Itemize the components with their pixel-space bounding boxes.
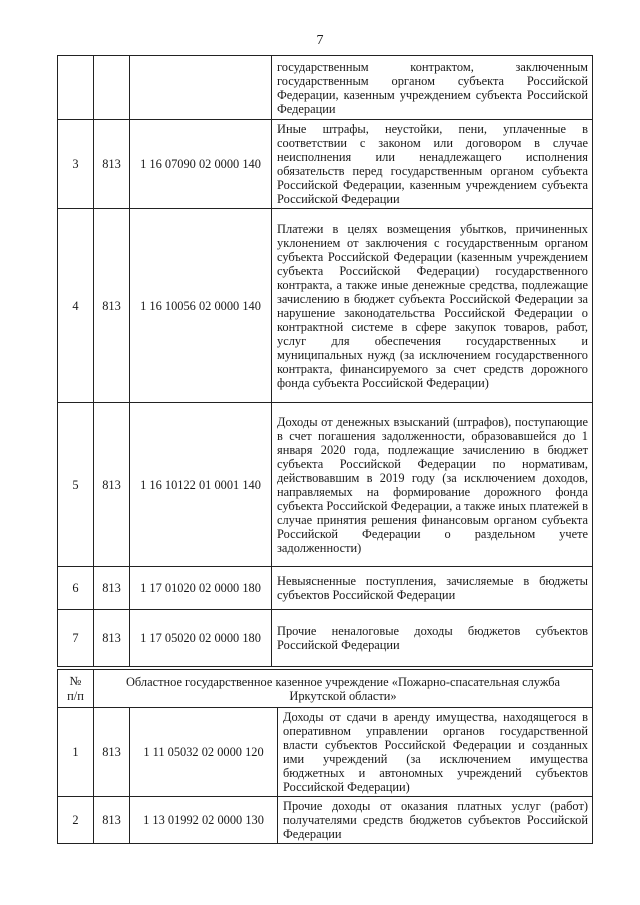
row-number: 1: [58, 708, 94, 797]
kbk-code: 1 17 05020 02 0000 180: [130, 610, 272, 667]
income-description: Прочие доходы от оказания платных услуг (работ) получателями средств бюджетов субъектов Российской Федерации: [278, 797, 593, 844]
admin-code: 813: [94, 209, 130, 403]
column-header-number: [58, 670, 94, 708]
admin-code: 813: [94, 797, 130, 844]
admin-code: 813: [94, 567, 130, 610]
table-row: [58, 610, 593, 667]
income-description: Доходы от сдачи в аренду имущества, находящегося в оперативном управлении органов государственной власти субъектов Российской Федерации и созданных ими учреждений (за исключением имущества бюджетных и автономных учреждений субъектов Российской Федерации): [278, 708, 593, 797]
kbk-code: 1 11 05032 02 0000 120: [130, 708, 278, 797]
income-description: государственным контрактом, заключенным государственным органом субъекта Российской Федерации, казенным учреждением субъекта Российской Федерации: [272, 56, 593, 120]
row-number: [58, 56, 94, 120]
admin-code: 813: [94, 120, 130, 209]
kbk-code: [130, 56, 272, 120]
table-row: [58, 403, 593, 567]
kbk-code: 1 16 10122 01 0001 140: [130, 403, 272, 567]
kbk-code: 1 16 10056 02 0000 140: [130, 209, 272, 403]
income-description: Доходы от денежных взысканий (штрафов), поступающие в счет погашения задолженности, образовавшейся до 1 января 2020 года, подлежащие зачислению в бюджет субъекта Российской Федерации по нормативам, действовавшим в 2019 году (за исключением доходов, направляемых на формирование дорожного фонда субъекта Российской Федерации, а также иных платежей в случае принятия решения финансовым органом субъекта Российской Федерации о раздельном учете задолженности): [272, 403, 593, 567]
admin-code: [94, 56, 130, 120]
income-description: Невыясненные поступления, зачисляемые в бюджеты субъектов Российской Федерации: [272, 567, 593, 610]
row-number: 5: [58, 403, 94, 567]
table-row: [58, 56, 593, 120]
section-header-table: [57, 669, 593, 708]
kbk-code: 1 13 01992 02 0000 130: [130, 797, 278, 844]
table-row: [58, 567, 593, 610]
row-number: 4: [58, 209, 94, 403]
admin-code: 813: [94, 610, 130, 667]
row-number: 7: [58, 610, 94, 667]
admin-code: 813: [94, 708, 130, 797]
table-row: [58, 120, 593, 209]
income-table-2: [57, 707, 593, 844]
num-label: № п/п: [67, 673, 84, 703]
page-number: 7: [316, 33, 324, 48]
income-table-1: [57, 55, 593, 667]
table-row: [58, 797, 593, 844]
kbk-code: 1 16 07090 02 0000 140: [130, 120, 272, 209]
kbk-code: 1 17 01020 02 0000 180: [130, 567, 272, 610]
admin-code: 813: [94, 403, 130, 567]
institution-title: Областное государственное казенное учреждение «Пожарно-спасательная служба Иркутской области»: [94, 670, 593, 708]
row-number: 2: [58, 797, 94, 844]
income-description: Платежи в целях возмещения убытков, причиненных уклонением от заключения с государственным органом субъекта Российской Федерации (казенным учреждением субъекта Российской Федерации) государственного контракта, а также иные денежные средства, подлежащие зачислению в бюджет субъекта Российской Федерации за нарушение законодательства Российской Федерации о контрактной системе в сфере закупок товаров, работ, услуг для обеспечения государственных и муниципальных нужд (за исключением государственного контракта, финансируемого за счет средств дорожного фонда субъекта Российской Федерации): [272, 209, 593, 403]
income-description: Прочие неналоговые доходы бюджетов субъектов Российской Федерации: [272, 610, 593, 667]
row-number: 6: [58, 567, 94, 610]
income-description: Иные штрафы, неустойки, пени, уплаченные в соответствии с законом или договором в случае неисполнения или ненадлежащего исполнения обязательств перед государственным органом субъекта Российской Федерации, казенным учреждением субъекта Российской Федерации: [272, 120, 593, 209]
table-row: [58, 708, 593, 797]
table-row: [58, 209, 593, 403]
row-number: 3: [58, 120, 94, 209]
